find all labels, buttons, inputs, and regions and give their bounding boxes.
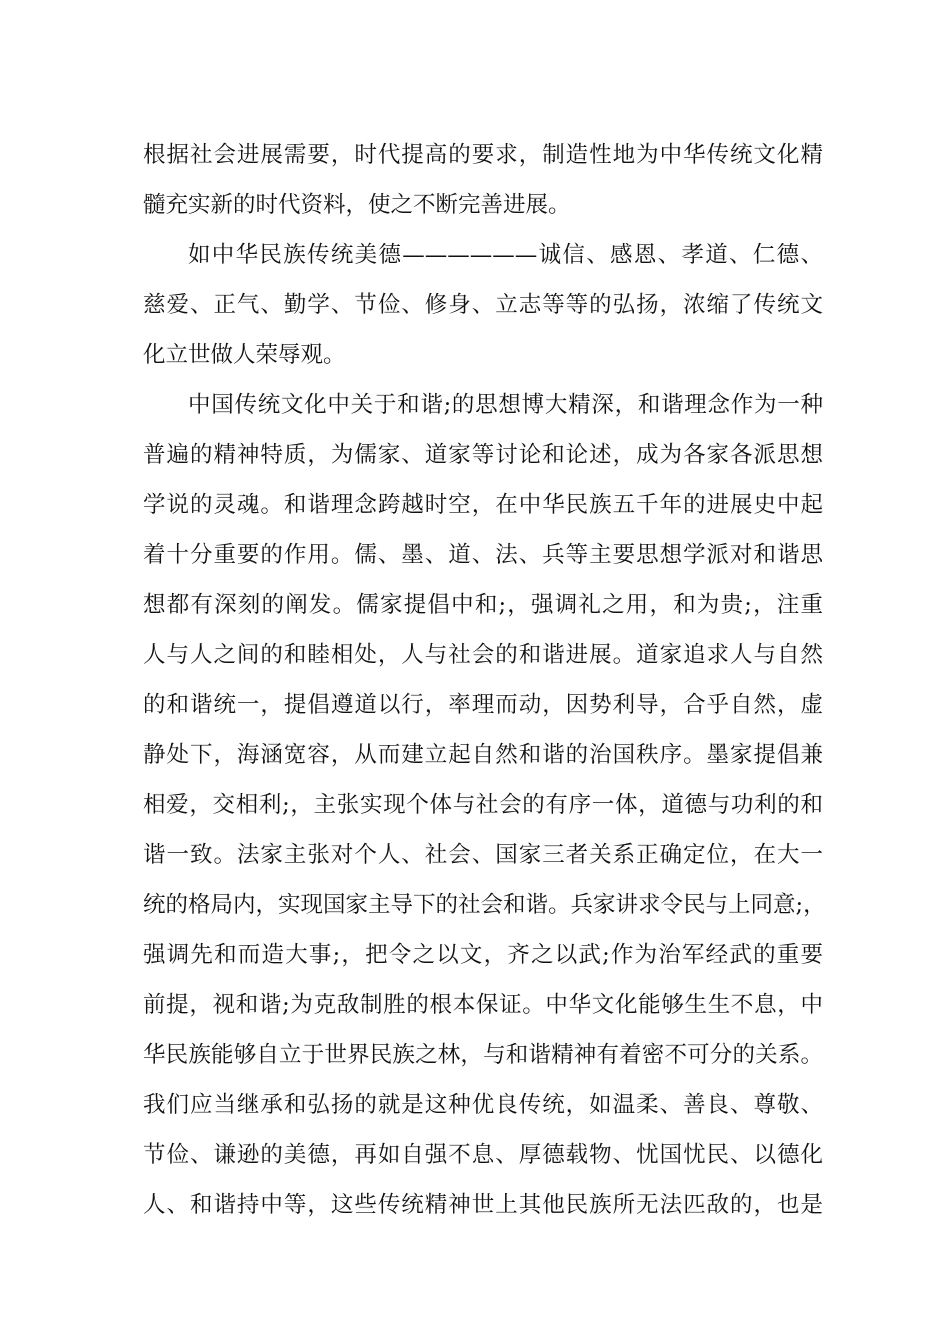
text-line: 节俭、谦逊的美德，再如自强不息、厚德载物、忧国忧民、以德化 xyxy=(143,1142,823,1168)
paragraph xyxy=(143,130,823,230)
paragraph xyxy=(143,230,823,380)
text-line: 华民族能够自立于世界民族之林，与和谐精神有着密不可分的关系。 xyxy=(143,1042,823,1068)
text-line: 中国传统文化中关于和谐;的思想博大精深，和谐理念作为一种 xyxy=(188,392,823,418)
text-line: 慈爱、正气、勤学、节俭、修身、立志等等的弘扬，浓缩了传统文 xyxy=(143,292,823,318)
text-line: 想都有深刻的阐发。儒家提倡中和;，强调礼之用，和为贵;，注重 xyxy=(143,592,823,618)
paragraph xyxy=(143,380,826,1230)
text-line: 的和谐统一，提倡遵道以行，率理而动，因势利导，合乎自然，虚 xyxy=(143,692,823,718)
text-line: 学说的灵魂。和谐理念跨越时空，在中华民族五千年的进展史中起 xyxy=(143,492,823,518)
text-line: 强调先和而造大事;，把令之以文，齐之以武;作为治军经武的重要 xyxy=(143,942,823,968)
text-line: 统的格局内，实现国家主导下的社会和谐。兵家讲求令民与上同意;， xyxy=(143,892,826,918)
body-text xyxy=(143,130,826,1230)
text-line: 静处下，海涵宽容，从而建立起自然和谐的治国秩序。墨家提倡兼 xyxy=(143,742,823,768)
text-line: 相爱，交相利;，主张实现个体与社会的有序一体，道德与功利的和 xyxy=(143,792,823,818)
text-line: 人、和谐持中等，这些传统精神世上其他民族所无法匹敌的，也是 xyxy=(143,1192,823,1218)
text-line: 着十分重要的作用。儒、墨、道、法、兵等主要思想学派对和谐思 xyxy=(143,542,823,568)
text-line: 如中华民族传统美德——————诚信、感恩、孝道、仁德、 xyxy=(188,242,823,268)
text-line: 化立世做人荣辱观。 xyxy=(143,342,346,368)
text-line: 普遍的精神特质，为儒家、道家等讨论和论述，成为各家各派思想 xyxy=(143,442,823,468)
text-line: 根据社会进展需要，时代提高的要求，制造性地为中华传统文化精 xyxy=(143,142,823,168)
text-line: 我们应当继承和弘扬的就是这种优良传统，如温柔、善良、尊敬、 xyxy=(143,1092,823,1118)
text-line: 髓充实新的时代资料，使之不断完善进展。 xyxy=(143,192,571,218)
text-line: 前提，视和谐;为克敌制胜的根本保证。中华文化能够生生不息，中 xyxy=(143,992,823,1018)
text-line: 谐一致。法家主张对个人、社会、国家三者关系正确定位，在大一 xyxy=(143,842,823,868)
text-line: 人与人之间的和睦相处，人与社会的和谐进展。道家追求人与自然 xyxy=(143,642,823,668)
